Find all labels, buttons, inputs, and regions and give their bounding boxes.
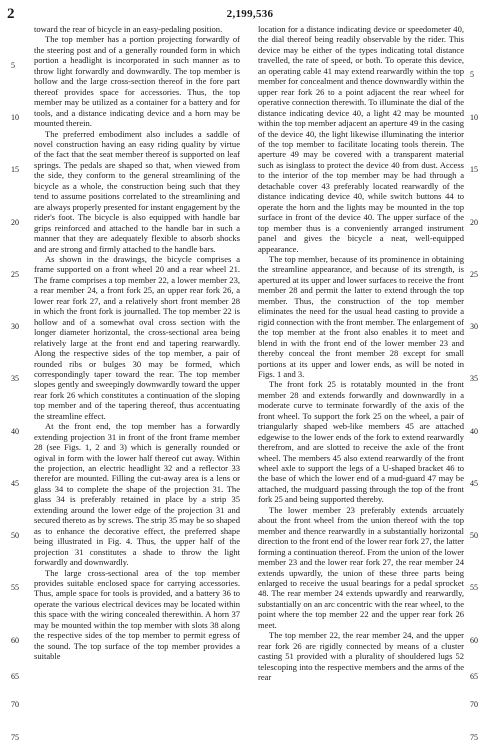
paragraph: The top member, because of its prominence in obtaining the streamline appearance, and because of its strength, is apertured at its upper and lower surfaces to receive the front member 28 and permit the latter to extend through the top member. Thus, the construction of the top member eliminates the need for the usual head casting to provide a rigid connection with the front member. The enlargement of the top member at the front also enables it to meet and blend in with the front end of the lower member 23 and thereby conceal the front member 28 except for small portions at its upper and lower ends, as will be noted in Figs. 1 and 3. (258, 253, 464, 379)
page-number: 2 (7, 6, 15, 22)
line-number: 40 (470, 427, 478, 436)
line-number: 15 (470, 165, 478, 174)
paragraph: The top member has a portion projecting forwardly of the steering post and of a generally rounded form in which portion a headlight is incorporated in such manner as to throw light forwardly and downwardly. The top member is hollow and the large cross-section thereof in the fore part thereof provides space for accessories. Thus, the top member may be utilized as a container for a battery and for tools, and a distance indicating device and a horn may be mounted therein. (34, 34, 240, 129)
paragraph: The large cross-sectional area of the top member provides suitable enclosed space for carrying accessories. Thus, ample space for tools is provided, and a battery 36 to operate the various electrical devices may be located within this space with the wiring concealed therewithin. A horn 37 may be mounted within the top member with slots 38 along the respective sides of the top member to permit egress of the sound. The top surface of the top member provides a suitable (34, 567, 240, 662)
line-number: 35 (11, 374, 19, 383)
line-number: 45 (470, 479, 478, 488)
paragraph: The top member 22, the rear member 24, and the upper rear fork 26 are rigidly connected by means of a cluster casting 51 provided with a plurality of shouldered lugs 52 telescoping into the respective members and the arms of the rear (258, 630, 464, 683)
patent-number: 2,199,536 (226, 8, 274, 20)
line-number: 75 (470, 733, 478, 742)
line-number: 15 (11, 165, 19, 174)
right-column (258, 24, 464, 683)
line-number: 70 (11, 700, 19, 709)
left-column (34, 24, 240, 662)
page-header (0, 6, 500, 22)
line-number: 55 (470, 583, 478, 592)
line-number: 25 (11, 270, 19, 279)
line-number: 20 (470, 218, 478, 227)
paragraph: The front fork 25 is rotatably mounted in the front member 28 and extends forwardly and downwardly in a moderate curve to terminate forwardly of the axis of the front wheel. To support the fork 25 on the wheel, a pair of triangularly shaped web-like members 45 are attached edgewise to the lower ends of the fork to extend rearwardly therefrom, and are slotted to receive the axle of the front wheel. The members 45 also extend rearwardly of the front wheel axle to support the legs of a U-shaped bracket 46 to the base of which the lower end of a mud-guard 47 may be attached, the mudguard passing through the top of the front fork 25 and being supported thereby. (258, 379, 464, 505)
line-number: 70 (470, 700, 478, 709)
line-number: 35 (470, 374, 478, 383)
line-number: 5 (470, 70, 474, 79)
paragraph: The preferred embodiment also includes a saddle of novel construction having an easy riding quality by virtue of the fact that the seat member thereof is supported on leaf springs. The pedals are shaped so that, when viewed from the side, they conform to the general streamlining of the bicycle as a whole, the construction being such that they tend to assume positions correlated to the streamlining and are always properly presented for instant engagement by the rider's foot. The bicycle is also equipped with handle bar grips reinforced and attached to the handle bar in such a manner that they are adequately flexible to absorb shocks and are strong and firmly attached to the handle bars. (34, 128, 240, 254)
paragraph: The lower member 23 preferably extends arcuately about the front wheel from the union thereof with the top member and thence rearwardly in a substantially horizontal direction to the front end of the lower rear fork 27, the latter forming a continuation thereof. From the union of the lower member 23 and the lower rear fork 27, the rear member 24 extends upwardly, the union of these three parts being enlarged to receive the usual bearings for a pedal sprocket 48. The rear member 24 extends upwardly and rearwardly, substantially on an arc concentric with the rear wheel, to the point where the top member 22 and the upper rear fork 26 meet. (258, 504, 464, 630)
line-number: 50 (11, 531, 19, 540)
paragraph: location for a distance indicating device or speedometer 40, the dial thereof being readily observable by the rider. This device may be either of the types indicating total distance travelled, the rate of speed, or both. To operate this device, an operating cable 41 may extend rearwardly within the top member for concealment and thence downwardly within the upper rear fork 26 to a point adjacent the rear wheel for operative connection therewith. To illuminate the dial of the distance indicating device 40, a light 42 may be mounted within the top member adjacent an aperture 49 in the casing of the device 40, the light likewise illuminating the interior of the top member to facilitate locating tools therein. The aperture 49 may be covered with a transparent material such as isinglass to protect the device 40 from dust. Access to the interior of the top member may be had through a detachable cover 43 preferably located rearwardly of the distance indicating device 40, while switch buttons 44 to operate the horn and the lights may be mounted in the top surface in front of the device 40. The upper surface of the top member thus is a conveniently arranged instrument panel and gives the bicycle a neat, well-equipped appearance. (258, 24, 464, 254)
line-number: 55 (11, 583, 19, 592)
line-number: 60 (11, 636, 19, 645)
paragraph: As shown in the drawings, the bicycle comprises a frame supported on a front wheel 20 and a rear wheel 21. The frame comprises a top member 22, a lower member 23, a rear member 24, a front fork 25, an upper rear fork 26, a lower rear fork 27, and a relatively short front member 28 in which the front fork is journalled. The top member 22 is hollow and of a somewhat oval cross section with the longer diameter horizontal, the cross-sectional area being relatively large at the front end and tapering rearwardly. Along the respective sides of the top member, a pair of rounded ribs or bulges 30 may be formed, which correspondingly taper toward the rear. The top member slopes gently and sweepingly downwardly toward the upper rear fork 26 which constitutes a continuation of the sloping top member and of the tapering thereof, thus accentuating the streamline effect. (34, 253, 240, 421)
line-number: 25 (470, 270, 478, 279)
line-number: 65 (470, 672, 478, 681)
line-number: 40 (11, 427, 19, 436)
line-number: 10 (11, 113, 19, 122)
line-number: 30 (470, 322, 478, 331)
line-number: 5 (11, 61, 15, 70)
line-number: 65 (11, 672, 19, 681)
line-number: 60 (470, 636, 478, 645)
line-number: 75 (11, 733, 19, 742)
paragraph: At the front end, the top member has a forwardly extending projection 31 in front of the front frame member 28 (see Figs. 1, 2 and 3) which is generally rounded or ogival in form with the lower half thereof cut away. Within the projection, an electric headlight 32 and a reflector 33 therefor are mounted. Filling the cut-away area is a lens or glass 34 to complete the shape of the projection 31. The glass 34 is preferably retained in place by a strip 35 extending around the lower edge of the projection 31 and secured thereto as by screws. The strip 35 may be so shaped as to enhance the decorative effect, the preferred shape being illustrated in Fig. 4. Thus, the upper half of the projection 31 constitutes a shade to throw the light forwardly and downwardly. (34, 421, 240, 568)
line-number: 20 (11, 218, 19, 227)
line-number: 10 (470, 113, 478, 122)
line-number: 45 (11, 479, 19, 488)
line-number: 30 (11, 322, 19, 331)
paragraph: toward the rear of bicycle in an easy-pedaling position. (34, 24, 223, 34)
line-number: 50 (470, 531, 478, 540)
